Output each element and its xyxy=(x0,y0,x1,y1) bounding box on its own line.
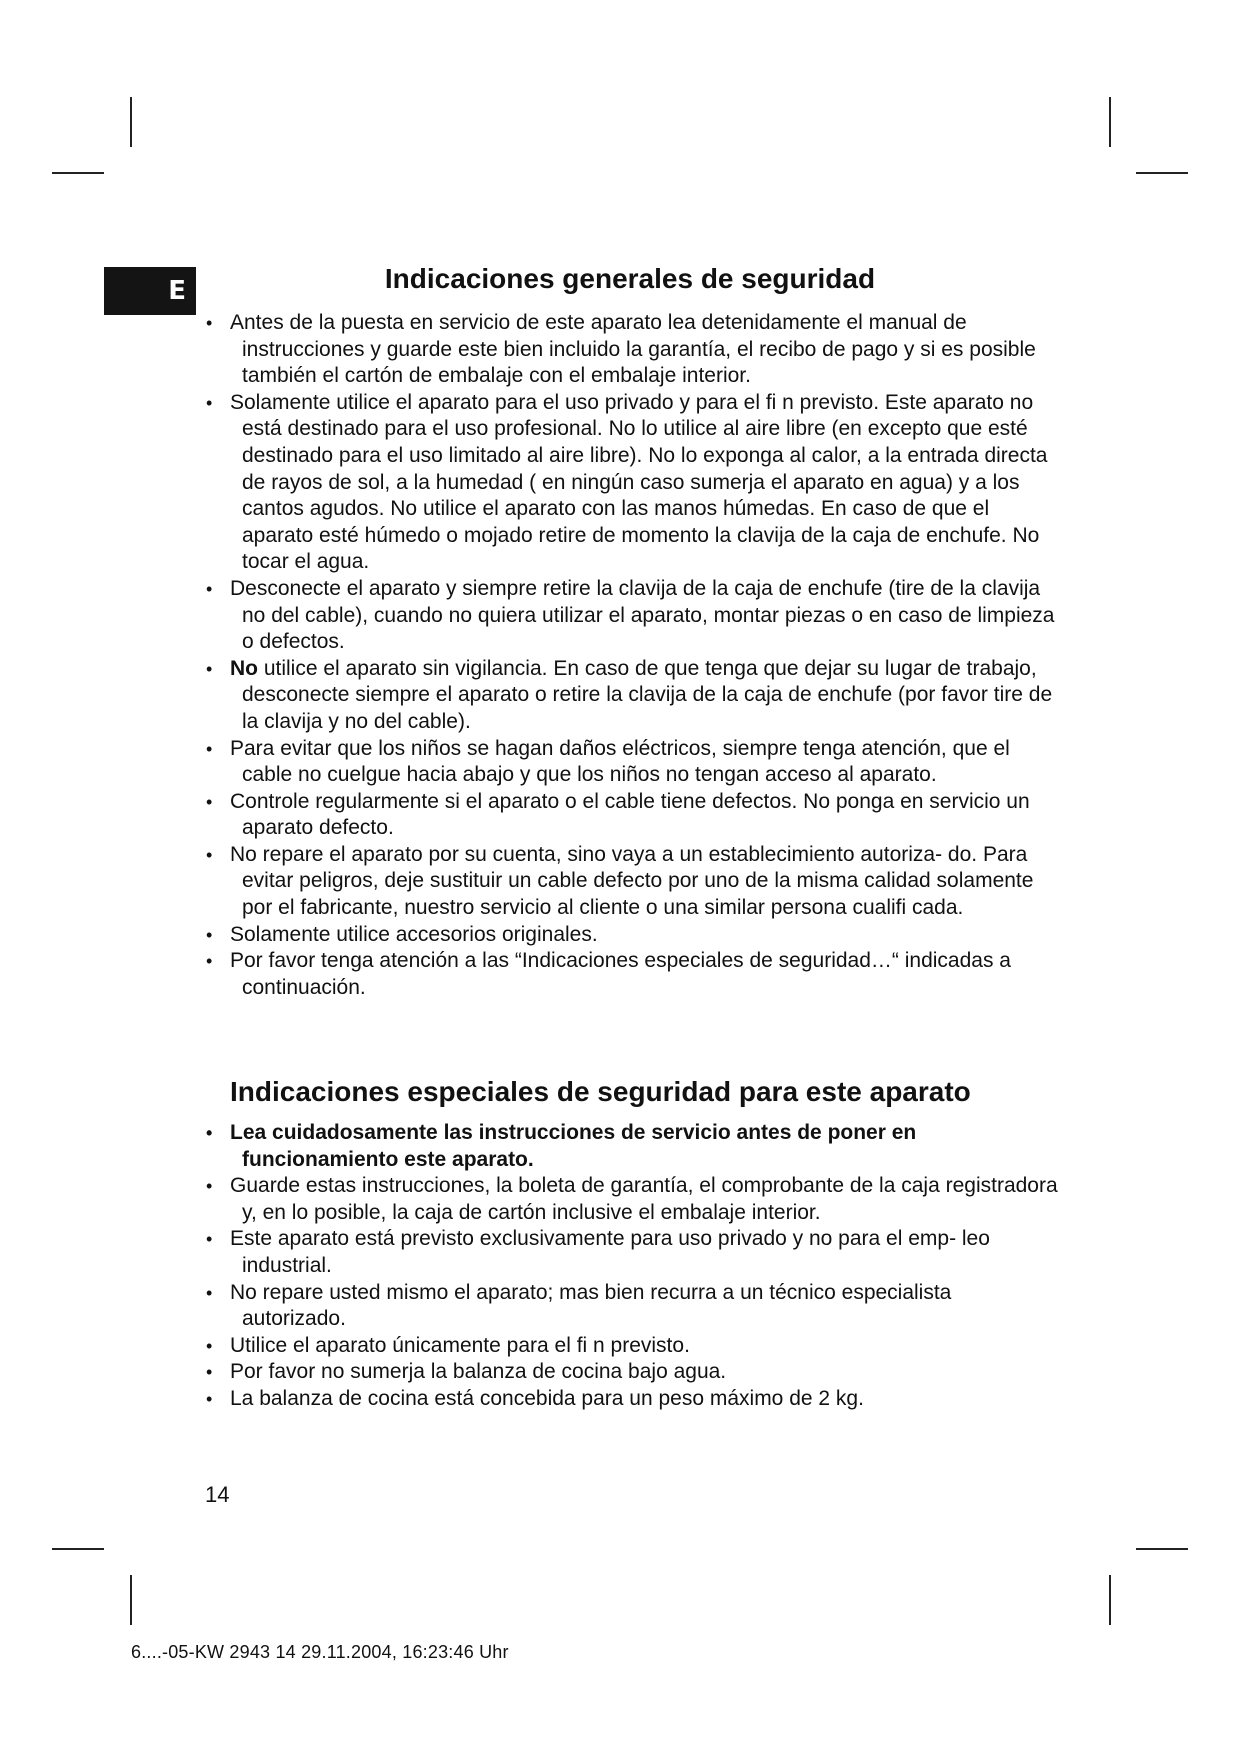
list-item xyxy=(200,1280,1060,1333)
bullet: • xyxy=(206,1335,213,1356)
list-item xyxy=(200,576,1060,656)
list-item-text: Solamente utilice el aparato para el uso privado y para el fi n previsto. Este aparato no está destinado para el uso profesional. No lo utilice al aire libre (en excepto que esté destinado para el uso limitado al aire libre). No lo exponga al calor, a la entrada directa de rayos de sol, a la humedad ( en ningún caso sumerja el aparato en agua) y a los cantos agudos. No utilice el aparato con las manos húmedas. En caso de que el aparato esté húmedo o mojado retire de momento la clavija de la caja de enchufe. No tocar el agua. xyxy=(230,390,1048,574)
crop-mark-top-left-horizontal xyxy=(52,172,104,174)
list-item-text: Este aparato está previsto exclusivamente para uso privado y no para el emp- leo industrial. xyxy=(230,1227,990,1277)
list-item xyxy=(200,842,1060,922)
list-item-text: Guarde estas instrucciones, la boleta de garantía, el comprobante de la caja registradora y, en lo posible, la caja de cartón inclusive el embalaje interior. xyxy=(230,1174,1058,1224)
crop-mark-top-right-horizontal xyxy=(1136,172,1188,174)
bullet: • xyxy=(206,658,213,679)
list-item-text: La balanza de cocina está concebida para un peso máximo de 2 kg. xyxy=(230,1386,864,1410)
list-item-text: Desconecte el aparato y siempre retire la clavija de la caja de enchufe (tire de la clavija no del cable), cuando no quiera utilizar el aparato, montar piezas o en caso de limpieza o defectos. xyxy=(230,576,1055,654)
bullet: • xyxy=(206,924,213,945)
list-item xyxy=(200,922,1060,949)
list-item xyxy=(200,1333,1060,1360)
special-safety-list xyxy=(200,1120,1060,1413)
list-item-text: Para evitar que los niños se hagan daños eléctricos, siempre tenga atención, que el cable no cuelgue hacia abajo y que los niños no tengan acceso al aparato. xyxy=(230,736,1010,787)
crop-mark-top-left-vertical xyxy=(130,97,132,147)
page-number: 14 xyxy=(205,1482,230,1507)
language-tab xyxy=(104,267,196,315)
bullet: • xyxy=(206,1176,213,1197)
bullet: • xyxy=(206,738,213,759)
general-safety-list xyxy=(200,310,1060,1001)
list-item xyxy=(200,310,1060,390)
bullet: • xyxy=(206,313,213,333)
list-item-text: Utilice el aparato únicamente para el fi n previsto. xyxy=(230,1333,690,1357)
list-item-text: Antes de la puesta en servicio de este aparato lea detenidamente el manual de instrucciones y guarde este bien incluido la garantía, el recibo de pago y si es posible también el cartón de embalaje con el embalaje interior. xyxy=(230,311,1036,388)
list-item-text: utilice el aparato sin vigilancia. En caso de que tenga que dejar su lugar de trabajo, desconecte siempre el aparato o retire la clavija de la caja de enchufe (por favor tire de la clavija y no del cable). xyxy=(242,656,1053,733)
list-item xyxy=(200,1173,1060,1226)
bullet: • xyxy=(206,1282,213,1303)
list-item-text: No repare el aparato por su cuenta, sino vaya a un establecimiento autoriza- do. Para evitar peligros, deje sustituir un cable defecto por uno de la misma calidad solamente por el fabricante, nuestro servicio al cliente o una similar persona cualifi cada. xyxy=(230,842,1034,920)
bullet: • xyxy=(206,1362,213,1383)
bullet: • xyxy=(206,1388,213,1409)
print-footer-info: 6....-05-KW 2943 14 29.11.2004, 16:23:46 Uhr xyxy=(131,1642,509,1662)
bullet: • xyxy=(206,1229,213,1250)
list-item-text: No repare usted mismo el aparato; mas bien recurra a un técnico especialista autorizado. xyxy=(230,1280,952,1331)
list-item xyxy=(200,1386,1060,1413)
crop-mark-top-right-vertical xyxy=(1109,97,1111,147)
bullet: • xyxy=(206,1123,213,1143)
list-item-text: Solamente utilice accesorios originales. xyxy=(230,922,598,946)
bullet: • xyxy=(206,578,213,599)
bullet: • xyxy=(206,951,213,972)
list-item-text: Por favor tenga atención a las “Indicaciones especiales de seguridad…“ indicadas a continuación. xyxy=(230,949,1011,999)
general-safety-heading: Indicaciones generales de seguridad xyxy=(384,263,876,294)
bullet: • xyxy=(206,791,213,812)
list-item xyxy=(200,789,1060,842)
list-item xyxy=(200,1226,1060,1279)
list-item xyxy=(200,736,1060,789)
crop-mark-bottom-left-vertical xyxy=(130,1575,132,1625)
list-item-text: Por favor no sumerja la balanza de cocina bajo agua. xyxy=(230,1360,727,1384)
list-item xyxy=(200,1359,1060,1386)
crop-mark-bottom-right-vertical xyxy=(1109,1575,1111,1625)
bullet: • xyxy=(206,844,213,865)
list-item-text: Lea cuidadosamente las instrucciones de servicio antes de poner en funcionamiento este aparato. xyxy=(230,1121,917,1171)
special-safety-heading: Indicaciones especiales de seguridad para este aparato xyxy=(230,1076,971,1107)
list-item xyxy=(200,1120,1060,1173)
list-item xyxy=(200,948,1060,1001)
list-item-text: Controle regularmente si el aparato o el cable tiene defectos. No ponga en servicio un aparato defecto. xyxy=(230,789,1030,840)
list-item xyxy=(200,390,1060,576)
bullet: • xyxy=(206,392,213,413)
list-item xyxy=(200,656,1060,736)
crop-mark-bottom-left-horizontal xyxy=(52,1548,104,1550)
language-tab-label: E xyxy=(168,276,186,306)
crop-mark-bottom-right-horizontal xyxy=(1136,1548,1188,1550)
list-item-lead: No xyxy=(230,656,258,680)
